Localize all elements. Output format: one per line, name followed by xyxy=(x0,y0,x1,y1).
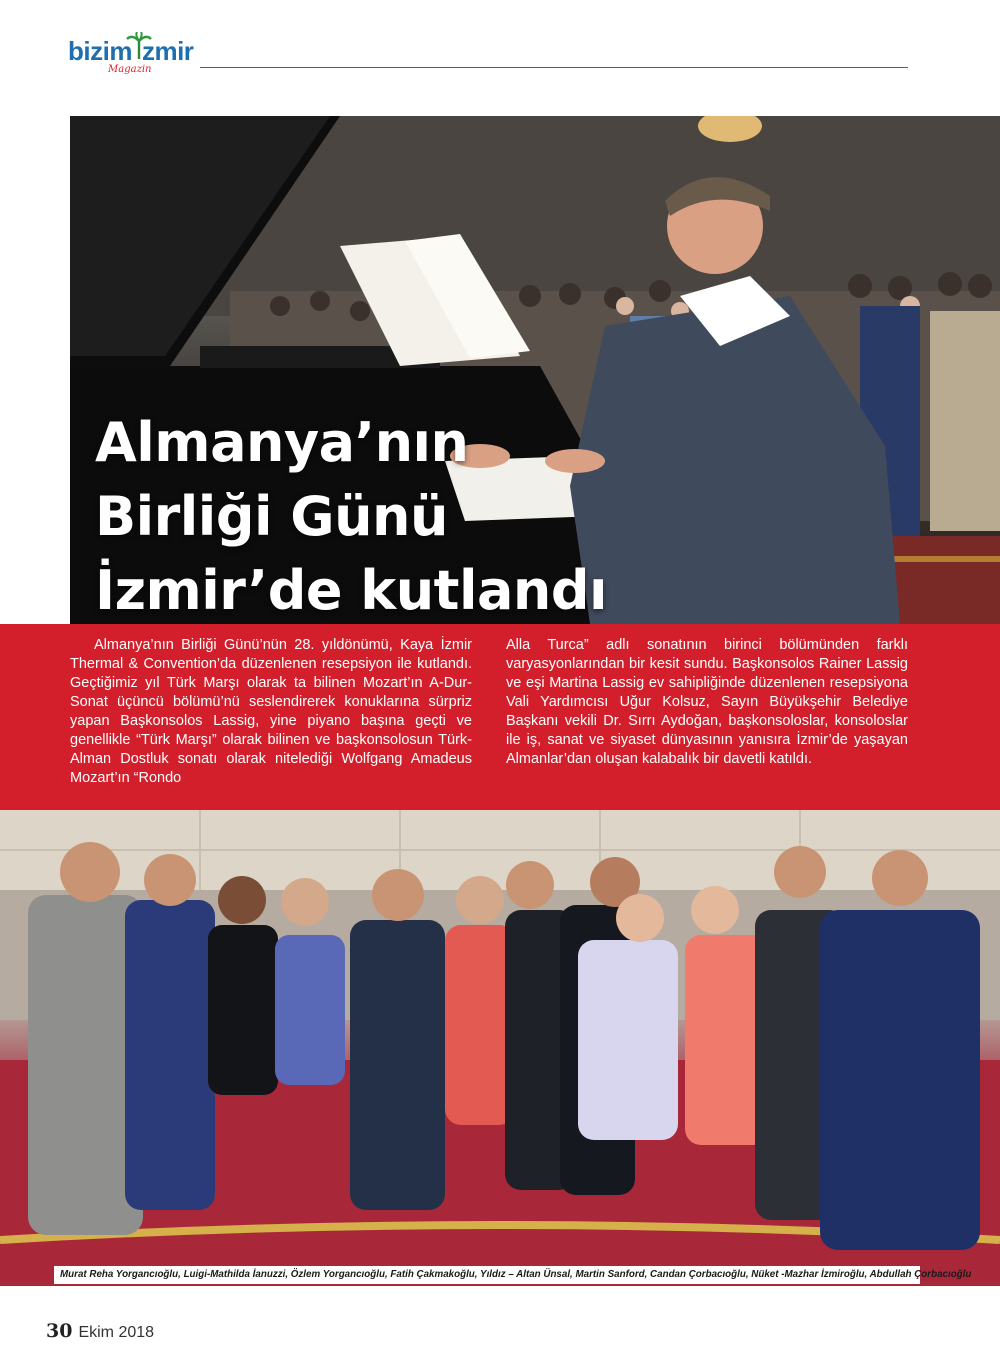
palm-tree-icon xyxy=(126,32,152,60)
masthead xyxy=(68,30,908,80)
page-number: 30 xyxy=(46,1320,73,1342)
article-title xyxy=(95,406,607,624)
group-scene-illustration xyxy=(0,810,1000,1286)
title-line-2: Birliği Günü xyxy=(95,485,448,548)
article-body-right-column: Alla Turca” adlı sonatının birinci bölümünden farklı varyasyonlarından bir kesit sundu. Başkonsolos Rainer Lassig ve eşi Martina Lassig ev sahipliğinde düzenlenen resepsiyona Vali Yardımcısı Uğur Kolsuz, Sayın Büyükşehir Belediye Başkanı vekili Dr. Sırrı Aydoğan, başkonsoloslar, konsoloslar ile iş, sanat ve siyaset dünyasının yanısıra İzmir’de yaşayan Almanlar’dan oluşan kalabalık bir davetli katıldı. xyxy=(506,637,908,767)
group-photo xyxy=(0,810,1000,1286)
header-rule xyxy=(200,67,908,68)
hero-photo-pianist xyxy=(70,116,1000,624)
logo-part1: bizim xyxy=(68,36,132,66)
title-line-1: Almanya’nın xyxy=(95,411,469,474)
article-body-band xyxy=(0,624,1000,810)
page-footer xyxy=(46,1320,154,1342)
title-line-3: İzmir’de kutlandı xyxy=(95,559,608,622)
logo-subtitle: Magazin xyxy=(108,64,152,75)
logo-part2: zmir xyxy=(141,36,194,66)
bizimizmir-logo[interactable] xyxy=(68,36,208,80)
photo-caption: Murat Reha Yorgancıoğlu, Luigi-Mathilda İanuzzi, Özlem Yorgancıoğlu, Fatih Çakmakoğlu, Yıldız – Altan Ünsal, Martin Sanford, Candan Çorbacıoğlu, Nüket -Mazhar İzmiroğlu, Abdullah Çorbacıoğlu xyxy=(54,1266,920,1284)
issue-date: Ekim 2018 xyxy=(78,1324,155,1341)
article-body-left-column: Almanya’nın Birliği Günü’nün 28. yıldönümü, Kaya İzmir Thermal & Convention’da düzenlenen resepsiyon ile kutlandı. Geçtiğimiz yıl Türk Marşı olarak ta bilinen Mozart’ın A-Dur-Sonat üçüncü bölümü’nü seslendirerek konuklarına sürpriz yapan Başkonsolos Lassig, yine piyano başına geçti ve genellikle “Türk Marşı” olarak bilinen ve başkonsolosun Türk-Alman Dostluk sonatı olarak nitelediği Wolfgang Amadeus Mozart’ın “Rondo xyxy=(70,637,472,786)
